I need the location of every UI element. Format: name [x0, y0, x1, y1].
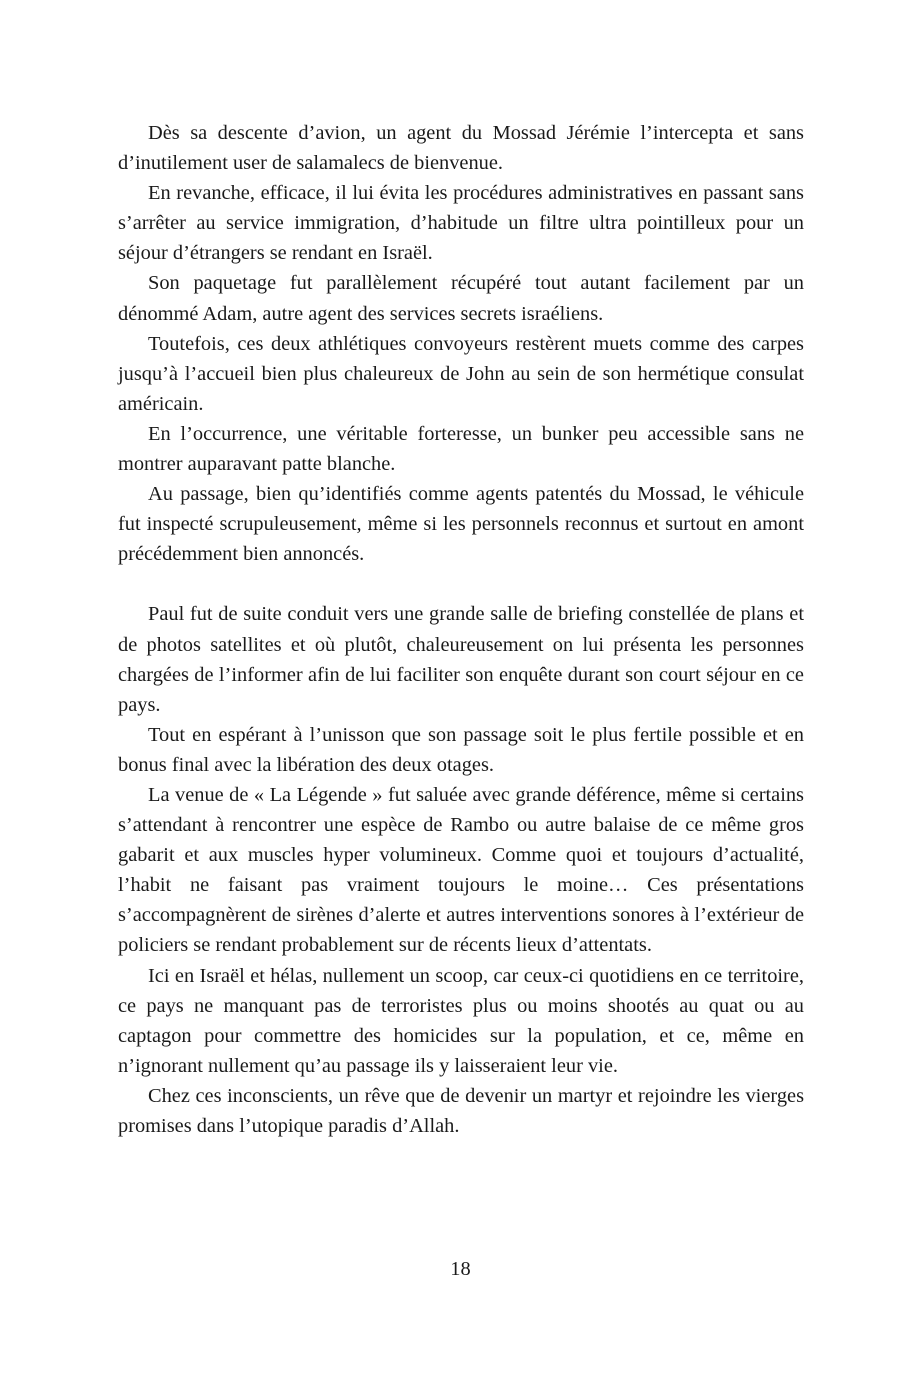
- paragraph: En l’occurrence, une véritable forteresse, un bunker peu accessible sans ne montrer auparavant patte blanche.: [118, 422, 804, 476]
- paragraph: Toutefois, ces deux athlétiques convoyeurs restèrent muets comme des carpes jusqu’à l’accueil bien plus chaleureux de John au sein de son hermétique consulat américain.: [118, 332, 804, 415]
- paragraph: Paul fut de suite conduit vers une grande salle de briefing constellée de plans et de photos satellites et où plutôt, chaleureusement on lui présenta les personnes chargées de l’informer afin de lui faciliter son enquête durant son court séjour en ce pays.: [118, 603, 804, 716]
- paragraph: Dès sa descente d’avion, un agent du Mossad Jérémie l’intercepta et sans d’inutilement user de salamalecs de bienvenue.: [118, 122, 804, 175]
- paragraph: Ici en Israël et hélas, nullement un scoop, car ceux-ci quotidiens en ce territoire, ce pays ne manquant pas de terroristes plus ou moins shootés au quat ou au captagon pour commettre des homicides sur la population, et ce, même en n’ignorant nullement qu’au passage ils y laisseraient leur vie.: [118, 964, 804, 1077]
- paragraph: Tout en espérant à l’unisson que son passage soit le plus fertile possible et en bonus final avec la libération des deux otages.: [118, 723, 804, 776]
- paragraph: La venue de « La Légende » fut saluée avec grande déférence, même si certains s’attendant à rencontrer une espèce de Rambo ou autre balaise de ce même gros gabarit et aux muscles hyper volumineux. Comme quoi et toujours d’actualité, l’habit ne faisant pas vraiment toujours le moine… Ces présentations s’accompagnèrent de sirènes d’alerte et autres interventions sonores à l’extérieur de policiers se rendant probablement sur de récents lieux d’attentats.: [118, 783, 804, 957]
- page-body: [118, 118, 804, 1141]
- paragraph: Chez ces inconscients, un rêve que de devenir un martyr et rejoindre les vierges promises dans l’utopique paradis d’Allah.: [118, 1084, 804, 1137]
- paragraph: Son paquetage fut parallèlement récupéré tout autant facilement par un dénommé Adam, autre agent des services secrets israéliens.: [118, 272, 804, 325]
- page-number: 18: [450, 1258, 471, 1280]
- paragraph: En revanche, efficace, il lui évita les procédures administratives en passant sans s’arrêter au service immigration, d’habitude un filtre ultra pointilleux pour un séjour d’étrangers se rendant en Israël.: [118, 182, 804, 265]
- paragraph: Au passage, bien qu’identifiés comme agents patentés du Mossad, le véhicule fut inspecté scrupuleusement, même si les personnels reconnus et surtout en amont précédemment bien annoncés.: [118, 483, 804, 566]
- section-break: [118, 569, 804, 599]
